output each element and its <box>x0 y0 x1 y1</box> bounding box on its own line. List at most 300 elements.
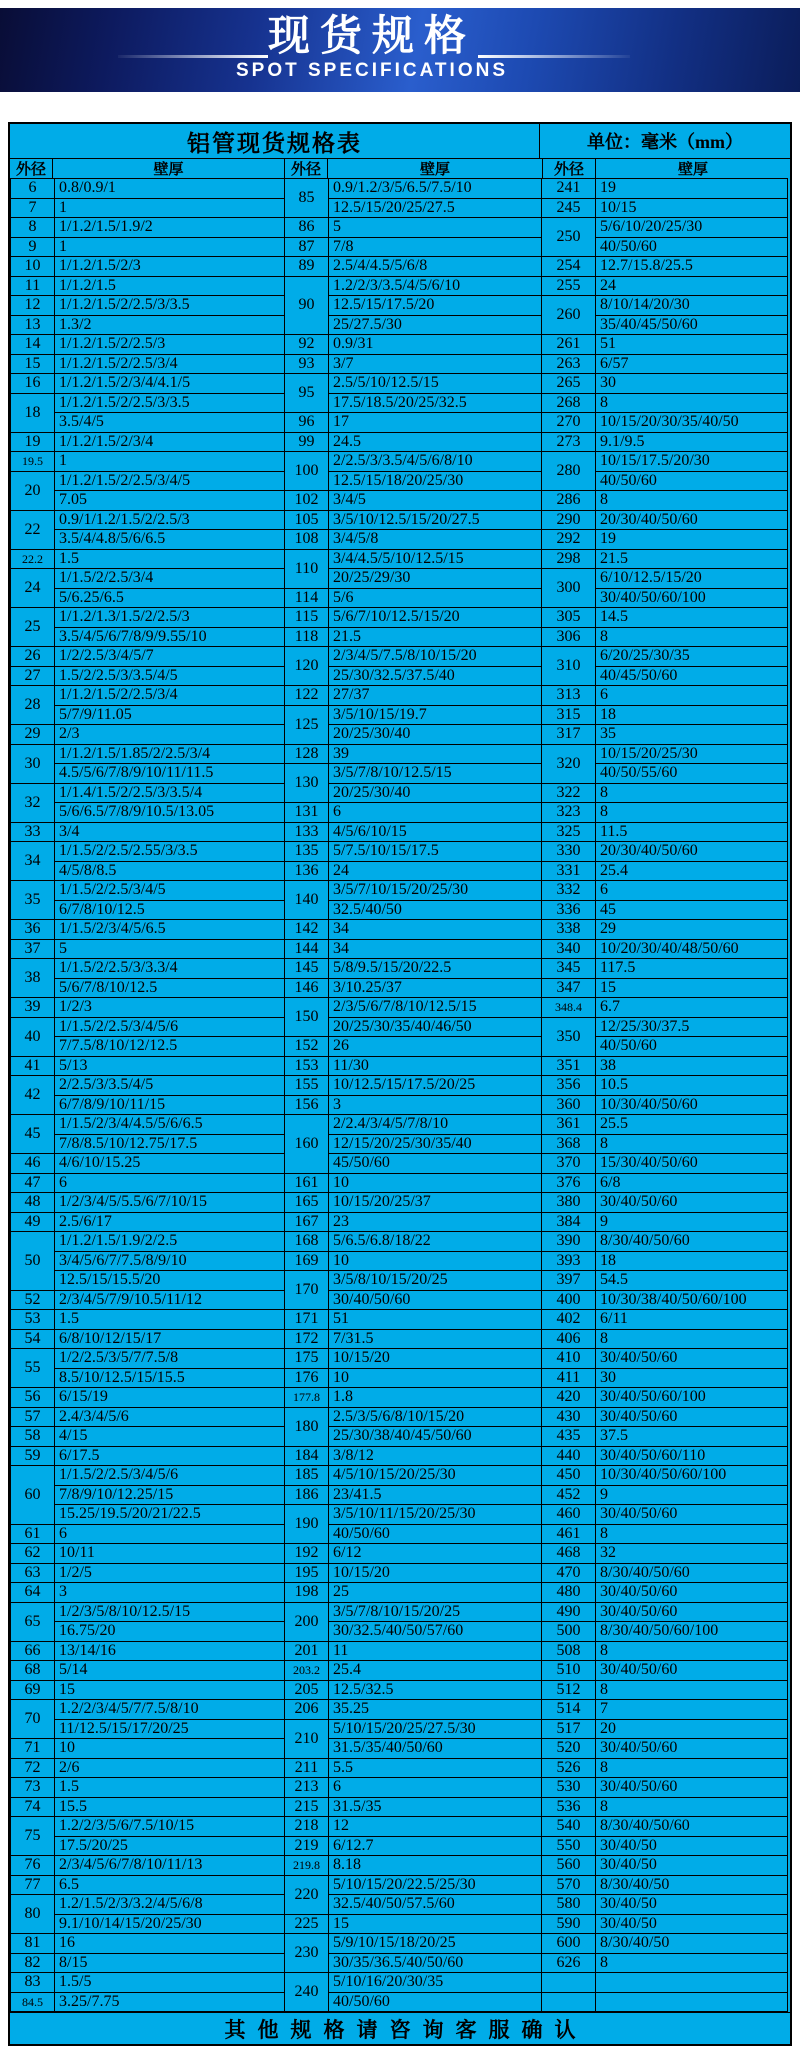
wall-thickness-cell: 5/6 <box>329 588 542 608</box>
wall-thickness-cell: 0.9/1.2/3/5/6.5/7.5/10 <box>329 179 542 199</box>
table-row <box>11 1778 285 1798</box>
wall-thickness-cell: 25.5 <box>596 1115 788 1135</box>
od-cell: 452 <box>542 1485 596 1505</box>
wall-thickness-cell: 25/27.5/30 <box>329 315 542 335</box>
od-cell: 84.5 <box>11 1992 55 2012</box>
wall-thickness-cell: 5/10/16/20/30/35 <box>329 1973 542 1993</box>
table-row <box>11 920 285 940</box>
wall-thickness-cell: 7/8 <box>329 237 542 257</box>
od-cell: 60 <box>11 1466 55 1525</box>
wall-thickness-cell: 5/9/10/15/18/20/25 <box>329 1934 542 1954</box>
spec-table <box>8 122 792 2046</box>
wall-thickness-cell: 1/1.2/1.5/2/2.5/3/3.5 <box>55 393 285 413</box>
wall-thickness-cell: 12 <box>329 1817 542 1837</box>
od-cell: 42 <box>11 1076 55 1115</box>
wall-thickness-cell: 3.5/4/5 <box>55 413 285 433</box>
wall-thickness-cell: 1/1.2/1.5/2/2.5/3/4/5 <box>55 471 285 491</box>
od-cell: 49 <box>11 1212 55 1232</box>
table-row <box>285 803 542 823</box>
od-cell: 64 <box>11 1583 55 1603</box>
table-row <box>11 549 285 569</box>
od-cell: 85 <box>285 179 329 218</box>
od-cell: 171 <box>285 1310 329 1330</box>
od-cell: 110 <box>285 549 329 588</box>
table-row <box>11 1407 285 1427</box>
table-row <box>285 647 542 667</box>
table-row <box>542 374 788 394</box>
wall-thickness-cell: 6.5 <box>55 1875 285 1895</box>
od-cell: 384 <box>542 1212 596 1232</box>
wall-thickness-cell: 10 <box>329 1368 542 1388</box>
col-header-od-3: 外径 <box>543 159 596 178</box>
wall-thickness-cell: 4/5/6/10/15 <box>329 822 542 842</box>
table-row <box>542 569 788 589</box>
wall-thickness-cell: 1.2/1.5/2/3/3.2/4/5/6/8 <box>55 1895 285 1915</box>
od-cell: 310 <box>542 647 596 686</box>
table-row <box>542 1173 788 1193</box>
table-row <box>11 1700 285 1720</box>
od-cell: 169 <box>285 1251 329 1271</box>
table-row <box>11 296 285 316</box>
wall-thickness-cell: 20/25/30/35/40/46/50 <box>329 1017 542 1037</box>
wall-thickness-cell: 1 <box>55 452 285 472</box>
wall-thickness-cell: 1/1.2/1.3/1.5/2/2.5/3 <box>55 608 285 628</box>
wall-thickness-cell: 10/15/20/25/30 <box>596 744 788 764</box>
od-cell: 203.2 <box>285 1661 329 1681</box>
table-row <box>542 1836 788 1856</box>
table-row <box>542 627 788 647</box>
wall-thickness-cell: 10 <box>329 1173 542 1193</box>
table-row <box>285 1973 542 1993</box>
table-row <box>542 1095 788 1115</box>
od-cell: 33 <box>11 822 55 842</box>
od-cell: 323 <box>542 803 596 823</box>
wall-thickness-cell: 15 <box>55 1680 285 1700</box>
table-row <box>11 1583 285 1603</box>
wall-thickness-cell: 1.5/2/2.5/3/3.5/4/5 <box>55 666 285 686</box>
wall-thickness-cell: 20/30/40/50/60 <box>596 842 788 862</box>
table-row <box>542 1680 788 1700</box>
table-row <box>285 1076 542 1096</box>
wall-thickness-cell: 35/40/45/50/60 <box>596 315 788 335</box>
wall-thickness-cell: 5/6/10/20/25/30 <box>596 218 788 238</box>
table-row <box>542 1700 788 1720</box>
table-row <box>542 413 788 433</box>
table-row <box>285 1758 542 1778</box>
wall-thickness-cell: 30/40/50 <box>596 1836 788 1856</box>
table-row <box>542 1797 788 1817</box>
table-row <box>285 1212 542 1232</box>
table-row <box>285 1856 542 1876</box>
od-cell: 390 <box>542 1232 596 1252</box>
wall-thickness-cell: 10/15/20/30/35/40/50 <box>596 413 788 433</box>
od-cell: 114 <box>285 588 329 608</box>
table-row <box>542 510 788 530</box>
table-row <box>11 1856 285 1876</box>
table-row <box>542 1212 788 1232</box>
wall-thickness-cell: 1/1.2/1.5/2/2.5/3 <box>55 335 285 355</box>
table-row <box>11 822 285 842</box>
table-row <box>542 1602 788 1622</box>
table-row <box>11 1329 285 1349</box>
od-cell: 245 <box>542 198 596 218</box>
od-cell: 30 <box>11 744 55 783</box>
table-row <box>542 1934 788 1954</box>
od-cell: 150 <box>285 998 329 1037</box>
wall-thickness-cell: 10.5 <box>596 1076 788 1096</box>
wall-thickness-cell: 5/7/9/11.05 <box>55 705 285 725</box>
wall-thickness-cell: 40/50/55/60 <box>596 764 788 784</box>
wall-thickness-cell: 8/10/14/20/30 <box>596 296 788 316</box>
od-cell: 136 <box>285 861 329 881</box>
od-cell: 292 <box>542 530 596 550</box>
od-cell: 24 <box>11 569 55 608</box>
wall-thickness-cell: 1.5 <box>55 1778 285 1798</box>
table-row <box>11 1446 285 1466</box>
od-cell: 36 <box>11 920 55 940</box>
wall-thickness-cell: 6/20/25/30/35 <box>596 647 788 667</box>
od-cell: 47 <box>11 1173 55 1193</box>
table-row <box>285 354 542 374</box>
table-row <box>11 1797 285 1817</box>
od-cell: 65 <box>11 1602 55 1641</box>
wall-thickness-cell: 16.75/20 <box>55 1622 285 1642</box>
wall-thickness-cell: 1/1.2/1.5/2/2.5/3/4 <box>55 354 285 374</box>
table-row <box>285 530 542 550</box>
wall-thickness-cell: 15/30/40/50/60 <box>596 1154 788 1174</box>
wall-thickness-cell: 1/2/2.5/3/5/7/7.5/8 <box>55 1349 285 1369</box>
od-cell: 120 <box>285 647 329 686</box>
od-cell: 122 <box>285 686 329 706</box>
od-cell: 175 <box>285 1349 329 1369</box>
wall-thickness-cell: 4/5/10/15/20/25/30 <box>329 1466 542 1486</box>
od-cell: 290 <box>542 510 596 530</box>
od-cell: 83 <box>11 1973 55 1993</box>
table-row <box>11 1173 285 1193</box>
od-cell: 89 <box>285 257 329 277</box>
table-row <box>542 1349 788 1369</box>
wall-thickness-cell: 1/1.2/1.5/2/3/4/4.1/5 <box>55 374 285 394</box>
od-cell: 176 <box>285 1368 329 1388</box>
table-row <box>542 1329 788 1349</box>
table-row <box>11 1193 285 1213</box>
od-cell: 180 <box>285 1407 329 1446</box>
od-cell: 570 <box>542 1875 596 1895</box>
table-row <box>285 491 542 511</box>
wall-thickness-cell: 5/13 <box>55 1056 285 1076</box>
spec-group-1 <box>10 178 285 2012</box>
od-cell: 39 <box>11 998 55 1018</box>
wall-thickness-cell: 10/15/17.5/20/30 <box>596 452 788 472</box>
od-cell: 167 <box>285 1212 329 1232</box>
wall-thickness-cell: 1/1.5/2/2.5/3/4 <box>55 569 285 589</box>
table-row <box>11 1875 285 1895</box>
od-cell: 140 <box>285 881 329 920</box>
table-row <box>542 1388 788 1408</box>
table-row <box>542 705 788 725</box>
table-row <box>542 335 788 355</box>
table-row <box>542 939 788 959</box>
wall-thickness-cell: 6/7/8/10/12.5 <box>55 900 285 920</box>
od-cell: 99 <box>285 432 329 452</box>
od-cell: 200 <box>285 1602 329 1641</box>
wall-thickness-cell: 8 <box>596 627 788 647</box>
table-row <box>542 998 788 1018</box>
wall-thickness-cell: 6/15/19 <box>55 1388 285 1408</box>
od-cell: 317 <box>542 725 596 745</box>
wall-thickness-cell: 35 <box>596 725 788 745</box>
wall-thickness-cell: 30 <box>596 1368 788 1388</box>
od-cell: 35 <box>11 881 55 920</box>
od-cell: 273 <box>542 432 596 452</box>
wall-thickness-cell: 5/7.5/10/15/17.5 <box>329 842 542 862</box>
od-cell: 29 <box>11 725 55 745</box>
table-row <box>542 822 788 842</box>
col-header-wall-2: 壁厚 <box>328 159 543 178</box>
table-row <box>542 1973 788 1993</box>
od-cell: 280 <box>542 452 596 491</box>
wall-thickness-cell: 2/6 <box>55 1758 285 1778</box>
wall-thickness-cell: 1/2/3/5/8/10/12.5/15 <box>55 1602 285 1622</box>
wall-thickness-cell <box>596 1973 788 1993</box>
spec-group-2 <box>284 178 542 2012</box>
wall-thickness-cell: 5/10/15/20/25/27.5/30 <box>329 1719 542 1739</box>
banner-subtitle: SPOT SPECIFICATIONS <box>235 60 508 81</box>
wall-thickness-cell: 7/8/9/10/12.25/15 <box>55 1485 285 1505</box>
od-cell: 152 <box>285 1037 329 1057</box>
wall-thickness-cell: 1/1.2/1.5 <box>55 276 285 296</box>
table-row <box>11 1115 285 1135</box>
od-cell: 210 <box>285 1719 329 1758</box>
wall-thickness-cell: 5/8/9.5/15/20/22.5 <box>329 959 542 979</box>
table-row <box>285 1661 542 1681</box>
banner-title: 现货规格 <box>267 12 476 59</box>
wall-thickness-cell: 30/40/50/60 <box>596 1193 788 1213</box>
od-cell: 368 <box>542 1134 596 1154</box>
wall-thickness-cell: 0.8/0.9/1 <box>55 179 285 199</box>
table-row <box>542 1641 788 1661</box>
table-row <box>285 257 542 277</box>
wall-thickness-cell: 9 <box>596 1212 788 1232</box>
table-row <box>542 1368 788 1388</box>
table-row <box>542 1992 788 2012</box>
od-cell: 198 <box>285 1583 329 1603</box>
table-row <box>542 1739 788 1759</box>
od-cell: 213 <box>285 1778 329 1798</box>
table-row <box>11 1680 285 1700</box>
wall-thickness-cell: 25/30/38/40/45/50/60 <box>329 1427 542 1447</box>
wall-thickness-cell: 31.5/35 <box>329 1797 542 1817</box>
od-cell: 72 <box>11 1758 55 1778</box>
od-cell: 315 <box>542 705 596 725</box>
table-row <box>285 627 542 647</box>
table-row <box>285 1875 542 1895</box>
od-cell: 45 <box>11 1115 55 1154</box>
wall-thickness-cell: 3.5/4/5/6/7/8/9/9.55/10 <box>55 627 285 647</box>
od-cell: 48 <box>11 1193 55 1213</box>
od-cell: 360 <box>542 1095 596 1115</box>
wall-thickness-cell: 1/1.5/2/2.5/3/4/5 <box>55 881 285 901</box>
od-cell: 160 <box>285 1115 329 1174</box>
wall-thickness-cell: 15 <box>329 1914 542 1934</box>
wall-thickness-cell: 24 <box>596 276 788 296</box>
table-row <box>285 1388 542 1408</box>
wall-thickness-cell: 5/6/6.5/7/8/9/10.5/13.05 <box>55 803 285 823</box>
wall-thickness-cell: 25 <box>329 1583 542 1603</box>
wall-thickness-cell: 3/5/7/8/10/12.5/15 <box>329 764 542 784</box>
wall-thickness-cell: 3/4/5/6/7/7.5/8/9/10 <box>55 1251 285 1271</box>
wall-thickness-cell: 24 <box>329 861 542 881</box>
table-row <box>11 1056 285 1076</box>
table-row <box>285 1446 542 1466</box>
wall-thickness-cell: 3 <box>329 1095 542 1115</box>
od-cell: 220 <box>285 1875 329 1914</box>
table-row <box>542 354 788 374</box>
wall-thickness-cell: 12/15/20/25/30/35/40 <box>329 1134 542 1154</box>
od-cell: 195 <box>285 1563 329 1583</box>
table-row <box>11 959 285 979</box>
table-row <box>11 1641 285 1661</box>
wall-thickness-cell: 30/40/50/60 <box>596 1602 788 1622</box>
od-cell: 250 <box>542 218 596 257</box>
table-row <box>11 1427 285 1447</box>
od-cell: 96 <box>285 413 329 433</box>
od-cell: 34 <box>11 842 55 881</box>
table-row <box>285 1466 542 1486</box>
od-cell: 536 <box>542 1797 596 1817</box>
wall-thickness-cell: 7.05 <box>55 491 285 511</box>
table-row <box>285 939 542 959</box>
table-row <box>11 354 285 374</box>
od-cell: 108 <box>285 530 329 550</box>
od-cell: 590 <box>542 1914 596 1934</box>
od-cell: 27 <box>11 666 55 686</box>
table-row <box>285 276 542 296</box>
table-row <box>11 374 285 394</box>
wall-thickness-cell: 1/2/5 <box>55 1563 285 1583</box>
wall-thickness-cell: 10/11 <box>55 1544 285 1564</box>
od-cell: 46 <box>11 1154 55 1174</box>
od-cell: 14 <box>11 335 55 355</box>
table-row <box>11 881 285 901</box>
table-row <box>285 218 542 238</box>
table-row <box>542 920 788 940</box>
od-cell: 59 <box>11 1446 55 1466</box>
table-row <box>285 744 542 764</box>
wall-thickness-cell: 5 <box>55 939 285 959</box>
od-cell: 331 <box>542 861 596 881</box>
od-cell: 69 <box>11 1680 55 1700</box>
od-cell: 10 <box>11 257 55 277</box>
od-cell: 265 <box>542 374 596 394</box>
wall-thickness-cell: 3/4/5/8 <box>329 530 542 550</box>
table-row <box>11 998 285 1018</box>
wall-thickness-cell: 30/40/50/60/100 <box>596 1388 788 1408</box>
table-row <box>285 413 542 433</box>
wall-thickness-cell: 11/12.5/15/17/20/25 <box>55 1719 285 1739</box>
table-row <box>285 1056 542 1076</box>
od-cell: 6 <box>11 179 55 199</box>
table-row <box>542 1485 788 1505</box>
od-cell: 177.8 <box>285 1388 329 1408</box>
table-row <box>542 861 788 881</box>
wall-thickness-cell: 19 <box>596 179 788 199</box>
wall-thickness-cell: 29 <box>596 920 788 940</box>
od-cell: 410 <box>542 1349 596 1369</box>
table-row <box>542 1056 788 1076</box>
table-row <box>285 1700 542 1720</box>
od-cell: 100 <box>285 452 329 491</box>
wall-thickness-cell: 3.5/4/4.8/5/6/6.5 <box>55 530 285 550</box>
table-row <box>11 257 285 277</box>
table-row <box>285 1271 542 1291</box>
table-row <box>285 1505 542 1525</box>
table-row <box>11 1992 285 2012</box>
od-cell: 376 <box>542 1173 596 1193</box>
od-cell: 211 <box>285 1758 329 1778</box>
wall-thickness-cell: 117.5 <box>596 959 788 979</box>
wall-thickness-cell: 1.3/2 <box>55 315 285 335</box>
wall-thickness-cell: 20/25/30/40 <box>329 783 542 803</box>
wall-thickness-cell: 30/40/50/60 <box>596 1778 788 1798</box>
wall-thickness-cell: 1/2/2.5/3/4/5/7 <box>55 647 285 667</box>
wall-thickness-cell: 30/40/50 <box>596 1914 788 1934</box>
od-cell: 397 <box>542 1271 596 1291</box>
table-row <box>11 471 285 491</box>
od-cell: 420 <box>542 1388 596 1408</box>
table-row <box>285 1349 542 1369</box>
od-cell: 517 <box>542 1719 596 1739</box>
table-row <box>542 1251 788 1271</box>
wall-thickness-cell: 15 <box>596 978 788 998</box>
table-row <box>285 179 542 199</box>
table-row <box>542 842 788 862</box>
table-row <box>285 549 542 569</box>
od-cell: 470 <box>542 1563 596 1583</box>
table-row <box>542 1758 788 1778</box>
wall-thickness-cell: 25.4 <box>596 861 788 881</box>
wall-thickness-cell: 3/5/8/10/15/20/25 <box>329 1271 542 1291</box>
wall-thickness-cell: 10/15/20 <box>329 1563 542 1583</box>
wall-thickness-cell: 6/17.5 <box>55 1446 285 1466</box>
table-row <box>11 725 285 745</box>
wall-thickness-cell: 1/2/3/4/5/5.5/6/7/10/15 <box>55 1193 285 1213</box>
od-cell: 468 <box>542 1544 596 1564</box>
table-row <box>11 1563 285 1583</box>
table-row <box>11 608 285 628</box>
od-cell: 218 <box>285 1817 329 1837</box>
wall-thickness-cell: 6 <box>55 1173 285 1193</box>
wall-thickness-cell: 8/30/40/50/60 <box>596 1563 788 1583</box>
wall-thickness-cell: 30/40/50/60 <box>329 1290 542 1310</box>
table-row <box>542 1914 788 1934</box>
wall-thickness-cell: 30/32.5/40/50/57/60 <box>329 1622 542 1642</box>
table-row <box>542 1154 788 1174</box>
od-cell: 74 <box>11 1797 55 1817</box>
od-cell: 86 <box>285 218 329 238</box>
table-row <box>11 1817 285 1837</box>
table-row <box>542 1115 788 1135</box>
table-row <box>285 1680 542 1700</box>
wall-thickness-cell: 1/1.5/2/2.5/3/4/5/6 <box>55 1017 285 1037</box>
wall-thickness-cell: 1 <box>55 198 285 218</box>
od-cell: 370 <box>542 1154 596 1174</box>
od-cell <box>542 1973 596 1993</box>
table-row <box>542 803 788 823</box>
od-cell: 350 <box>542 1017 596 1056</box>
wall-thickness-cell: 5/6/7/10/12.5/15/20 <box>329 608 542 628</box>
od-cell: 7 <box>11 198 55 218</box>
